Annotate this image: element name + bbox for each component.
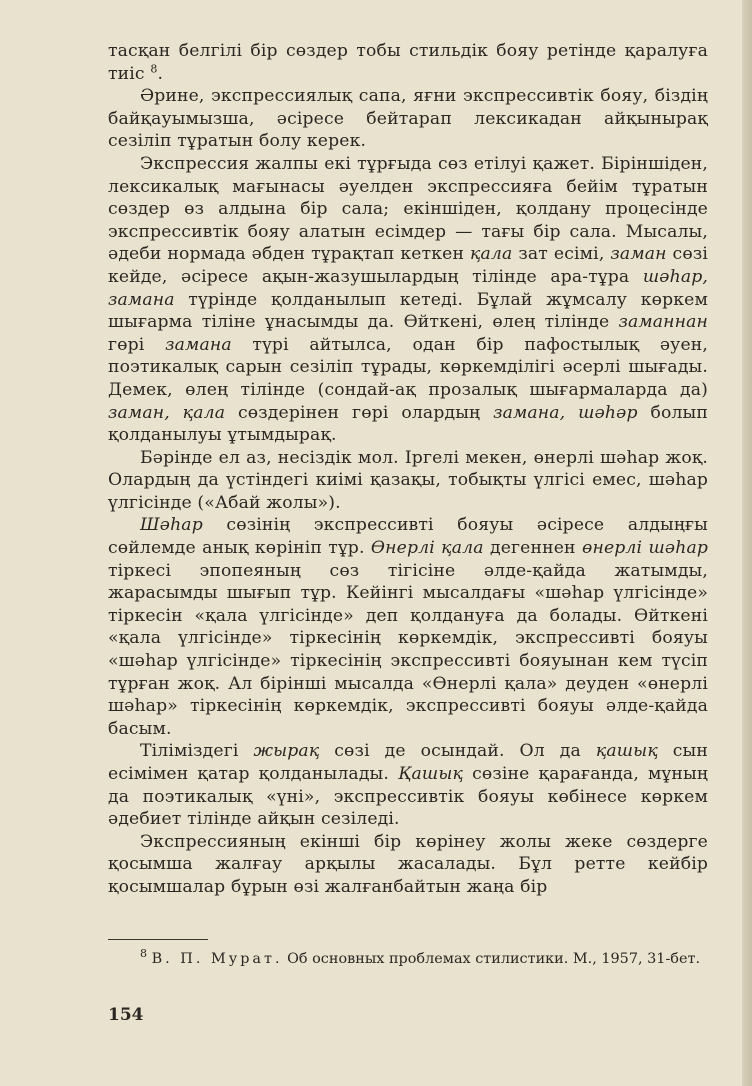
italic-term: жырақ xyxy=(253,741,320,762)
italic-term: Қашық xyxy=(398,764,464,784)
text-run: . xyxy=(157,63,164,84)
footnote xyxy=(108,949,708,969)
text-run: сөзіне қарағанда, мұның да поэтикалық «үні», экспрессивтік бояуы көбінесе көркем әдебиет тілінде айқын сезіледі. xyxy=(108,764,708,830)
text-run: гөрі xyxy=(108,334,166,355)
text-run: тасқан белгілі бір сөздер тобы стильдік бояу ретінде қаралуға тиіс xyxy=(108,41,708,84)
italic-term: Шәһар xyxy=(140,515,203,536)
italic-term: замана xyxy=(165,334,232,355)
page-edge-shadow xyxy=(742,0,752,1086)
italic-term: өнерлі шәһар xyxy=(581,538,709,559)
text-run: сөздерінен гөрі олардың xyxy=(225,402,494,423)
text-run: сын есімімен қатар қолданылады. xyxy=(108,741,708,784)
footnote-text: Об основных проблемах стилистики. М., 1957, 31-бет. xyxy=(282,951,701,967)
text-run: тіркесі эпопеяның сөз тігісіне әлде-қайда жатымды, жарасымды шығып тұр. Кейінгі мысалдағы «шәһар үлгісінде» тіркесін «қала үлгісінде» деп қолдануға да болады. Өйткені «қала үлгісінде» тіркесінің көркемдік, экспрессивті бояуы «шәһар үлгісінде» тіркесінің экспрессивті бояуынан кем түсіп тұрған жоқ. Ал бірінші мысалда «Өнерлі қала» деуден «өнерлі шәһар» тіркесінің көркемдік, экспрессивті бояуы әлде-қайда басым. xyxy=(108,560,708,739)
italic-term: замана, шәһәр xyxy=(493,402,638,423)
page-number: 154 xyxy=(108,1005,144,1025)
italic-term: заман xyxy=(610,244,667,265)
footnote-marker: 8 xyxy=(140,947,147,961)
italic-term: шәһар, замана xyxy=(108,266,708,310)
text-run: зат есімі, xyxy=(512,244,611,265)
text-run: түрі айтылса, одан бір пафостылық әуен, поэтикалық сарын сезіліп тұрады, көркемділігі әсерлі шығады. Демек, өлең тілінде (сондай-ақ прозалық шығармаларда да) xyxy=(108,334,708,400)
paragraph xyxy=(108,153,708,447)
footnote-author: В. П. Мурат. xyxy=(151,951,283,967)
text-run: болып қолданылуы ұтымдырақ. xyxy=(108,402,708,446)
paragraph xyxy=(108,40,708,85)
text-run: дегеннен xyxy=(483,538,582,559)
italic-term: қашық xyxy=(595,741,658,762)
text-run: Әрине, экспрессиялық сапа, яғни экспрессивтік бояу, біздің байқауымызша, әсіресе бейтарап лексикадан айқынырақ сезіліп тұратын болу керек. xyxy=(108,86,708,152)
italic-term: заманнан xyxy=(618,312,708,333)
italic-term: Өнерлі қала xyxy=(370,538,484,559)
text-run: түрінде қолданылып кетеді. Бұлай жұмсалу көркем шығарма тіліне ұнасымды да. Өйткені, өлең тілінде xyxy=(108,289,708,333)
text-run: сөзі де осындай. Ол да xyxy=(319,741,596,762)
text-run: сөзі кейде, әсіресе ақын-жазушылардың тілінде ара-тұра xyxy=(108,244,709,287)
italic-term: қала xyxy=(470,244,513,265)
text-run: сөзінің экспрессивті бояуы әсіресе алдыңғы сөйлемде анық көрініп тұр. xyxy=(108,515,708,559)
body-text xyxy=(108,40,708,899)
paragraph xyxy=(108,447,708,515)
paragraph xyxy=(108,85,708,153)
italic-term: заман, қала xyxy=(108,402,226,423)
footnote-reference: 8 xyxy=(150,61,158,75)
text-run: Бәрінде ел аз, несіздік мол. Іргелі мекен, өнерлі шәһар жоқ. Олардың да үстіндегі киімі қазақы, тобықты үлгісі емес, шәһар үлгісінде («Абай жолы»). xyxy=(108,447,708,513)
paragraph xyxy=(108,514,708,740)
paragraph xyxy=(108,831,708,899)
paragraph xyxy=(108,740,708,830)
text-run: Тіліміздегі xyxy=(140,741,254,762)
text-run: Экспрессия жалпы екі тұрғыда сөз етілуі қажет. Біріншіден, лексикалық мағынасы әуелден экспрессияға бейім тұратын сөздер өз алдына бір сала; екіншіден, қолдану процесінде экспрессивтік бояу алатын есімдер — тағы бір сала. Мысалы, әдеби нормада әбден тұрақтап кеткен xyxy=(108,153,708,265)
footnote-separator xyxy=(108,939,208,940)
text-run: Экспрессияның екінші бір көрінеу жолы жеке сөздерге қосымша жалғау арқылы жасалады. Бұл ретте кейбір қосымшалар бұрын өзі жалғанбайтын жаңа бір xyxy=(108,831,708,897)
